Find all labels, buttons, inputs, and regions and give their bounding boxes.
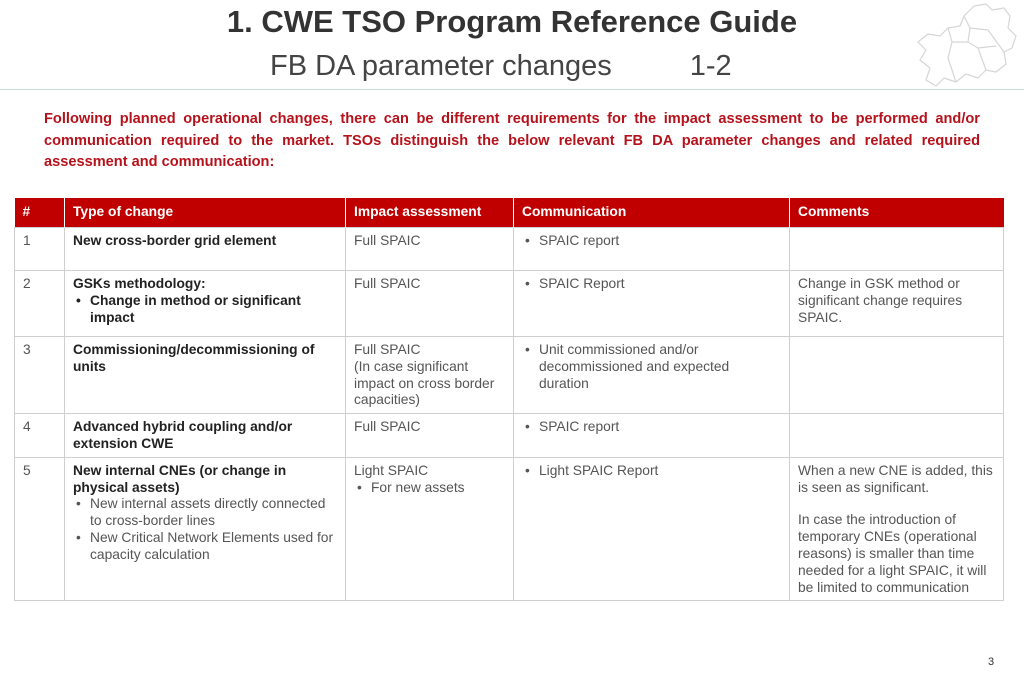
region-map-icon xyxy=(912,2,1020,90)
comments: Change in GSK method or significant change requires SPAIC. xyxy=(790,271,1004,337)
table-row xyxy=(15,271,1004,337)
row-number: 1 xyxy=(15,228,65,271)
intro-paragraph: Following planned operational changes, there can be different requirements for the impact assessment to be performed and/or communication required to the market. TSOs distinguish the below relevant FB DA parameter changes and related required assessment and communication: xyxy=(44,111,980,170)
comments-cell xyxy=(790,457,1004,601)
communication-item: • SPAIC Report xyxy=(522,276,781,293)
impact-note: (In case significant impact on cross border capacities) xyxy=(354,358,495,408)
communication-cell xyxy=(514,414,790,458)
table-row xyxy=(15,337,1004,414)
parameter-changes-table xyxy=(14,198,1004,601)
change-type-bullet: • New internal assets directly connected to cross-border lines xyxy=(73,496,337,530)
row-number: 4 xyxy=(15,414,65,458)
comments: When a new CNE is added, this is seen as significant. xyxy=(798,462,993,495)
change-type-bullet: • New Critical Network Elements used for capacity calculation xyxy=(73,530,337,564)
comments-cell xyxy=(790,414,1004,458)
comments-cell xyxy=(790,337,1004,414)
change-type: New internal CNEs (or change in physical assets) xyxy=(73,462,287,495)
column-header: Type of change xyxy=(65,198,346,228)
column-header: Impact assessment xyxy=(346,198,514,228)
page-title: 1. CWE TSO Program Reference Guide xyxy=(226,4,798,39)
impact-assessment: Full SPAIC xyxy=(346,414,514,458)
impact-assessment: Light SPAIC xyxy=(354,462,429,478)
comments: In case the introduction of temporary CNEs (operational reasons) is smaller than time needed for a light SPAIC, it will be limited to communication xyxy=(798,512,987,595)
communication-item: • Unit commissioned and/or decommissioned and expected duration xyxy=(522,342,781,392)
communication-cell xyxy=(514,457,790,601)
change-type: Commissioning/decommissioning of units xyxy=(65,337,346,414)
subtitle-text: FB DA parameter changes xyxy=(270,50,612,82)
change-type: New cross-border grid element xyxy=(65,228,346,271)
communication-cell xyxy=(514,271,790,337)
change-type-bullet: • Change in method or significant impact xyxy=(73,293,337,327)
table-row xyxy=(15,228,1004,271)
change-type: GSKs methodology: xyxy=(73,276,206,291)
communication-item: • Light SPAIC Report xyxy=(522,463,781,480)
column-header: Comments xyxy=(790,198,1004,228)
row-number: 5 xyxy=(15,457,65,601)
subtitle-number: 1-2 xyxy=(689,50,732,82)
page-subtitle xyxy=(270,50,732,83)
page-number: 3 xyxy=(988,656,995,668)
change-type-cell xyxy=(65,271,346,337)
impact-assessment: Full SPAIC xyxy=(346,271,514,337)
impact-assessment: Full SPAIC xyxy=(354,342,421,357)
change-type: Advanced hybrid coupling and/or extension CWE xyxy=(65,414,346,458)
communication-item: • SPAIC report xyxy=(522,233,781,250)
impact-assessment: Full SPAIC xyxy=(346,228,514,271)
table-row xyxy=(15,457,1004,601)
impact-assessment-cell xyxy=(346,337,514,414)
communication-cell xyxy=(514,337,790,414)
header-divider xyxy=(0,89,1024,90)
change-type-cell xyxy=(65,457,346,601)
column-header: # xyxy=(15,198,65,228)
communication-item: • SPAIC report xyxy=(522,419,781,436)
impact-assessment-cell xyxy=(346,457,514,601)
communication-cell xyxy=(514,228,790,271)
column-header: Communication xyxy=(514,198,790,228)
comments-cell xyxy=(790,228,1004,271)
row-number: 2 xyxy=(15,271,65,337)
impact-bullet: • For new assets xyxy=(354,480,505,497)
paragraph-gap xyxy=(798,496,995,512)
table-header-row xyxy=(15,198,1004,228)
table-row xyxy=(15,414,1004,458)
row-number: 3 xyxy=(15,337,65,414)
